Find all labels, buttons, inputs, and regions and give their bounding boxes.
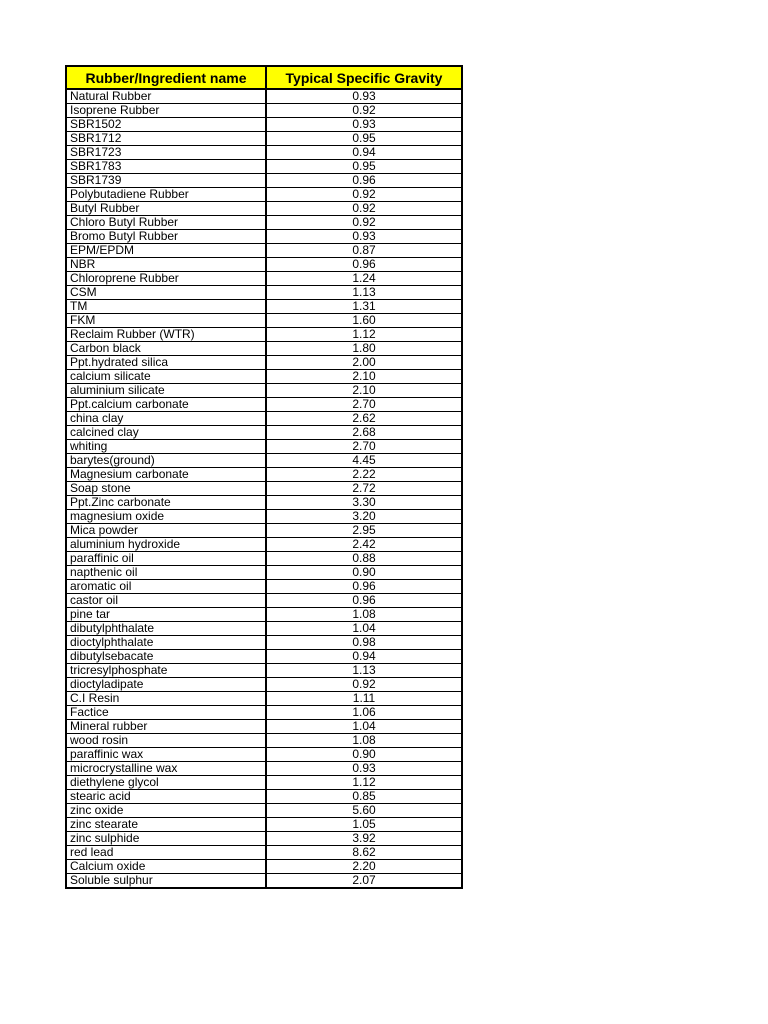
table-row (66, 286, 462, 300)
specific-gravity-cell: 4.45 (266, 454, 462, 468)
table-row (66, 118, 462, 132)
ingredient-name-cell: tricresylphosphate (66, 664, 266, 678)
specific-gravity-cell: 2.10 (266, 370, 462, 384)
specific-gravity-cell: 2.10 (266, 384, 462, 398)
table-row (66, 244, 462, 258)
ingredient-name-cell: Mica powder (66, 524, 266, 538)
table-row (66, 580, 462, 594)
table-row (66, 804, 462, 818)
specific-gravity-cell: 3.92 (266, 832, 462, 846)
table-row (66, 664, 462, 678)
table-row (66, 496, 462, 510)
ingredient-name-cell: dioctyladipate (66, 678, 266, 692)
ingredient-name-cell: Butyl Rubber (66, 202, 266, 216)
specific-gravity-cell: 1.08 (266, 608, 462, 622)
table-row (66, 566, 462, 580)
table-row (66, 356, 462, 370)
specific-gravity-cell: 2.62 (266, 412, 462, 426)
specific-gravity-cell: 2.20 (266, 860, 462, 874)
table-row (66, 300, 462, 314)
specific-gravity-cell: 8.62 (266, 846, 462, 860)
ingredient-name-cell: stearic acid (66, 790, 266, 804)
ingredient-name-cell: FKM (66, 314, 266, 328)
table-row (66, 762, 462, 776)
ingredient-name-cell: microcrystalline wax (66, 762, 266, 776)
header-specific-gravity: Typical Specific Gravity (266, 66, 462, 89)
ingredient-name-cell: TM (66, 300, 266, 314)
table-row (66, 188, 462, 202)
specific-gravity-cell: 2.72 (266, 482, 462, 496)
specific-gravity-cell: 0.94 (266, 650, 462, 664)
header-ingredient-name: Rubber/Ingredient name (66, 66, 266, 89)
ingredient-name-cell: Mineral rubber (66, 720, 266, 734)
ingredient-name-cell: barytes(ground) (66, 454, 266, 468)
specific-gravity-cell: 3.30 (266, 496, 462, 510)
table-row (66, 622, 462, 636)
ingredient-name-cell: Calcium oxide (66, 860, 266, 874)
table-row (66, 846, 462, 860)
table-row (66, 258, 462, 272)
specific-gravity-cell: 1.04 (266, 720, 462, 734)
specific-gravity-cell: 2.70 (266, 440, 462, 454)
table-row (66, 818, 462, 832)
table-row (66, 482, 462, 496)
ingredient-name-cell: wood rosin (66, 734, 266, 748)
specific-gravity-cell: 0.92 (266, 104, 462, 118)
table-row (66, 734, 462, 748)
specific-gravity-cell: 0.94 (266, 146, 462, 160)
specific-gravity-cell: 2.70 (266, 398, 462, 412)
ingredient-name-cell: Magnesium carbonate (66, 468, 266, 482)
specific-gravity-cell: 1.06 (266, 706, 462, 720)
specific-gravity-cell: 0.95 (266, 132, 462, 146)
table-row (66, 874, 462, 889)
ingredient-name-cell: whiting (66, 440, 266, 454)
specific-gravity-cell: 0.88 (266, 552, 462, 566)
specific-gravity-table (65, 65, 463, 889)
table-row (66, 440, 462, 454)
ingredient-name-cell: NBR (66, 258, 266, 272)
ingredient-name-cell: Reclaim Rubber (WTR) (66, 328, 266, 342)
ingredient-name-cell: Soluble sulphur (66, 874, 266, 889)
table-row (66, 370, 462, 384)
table-row (66, 860, 462, 874)
table-row (66, 594, 462, 608)
ingredient-name-cell: zinc stearate (66, 818, 266, 832)
specific-gravity-cell: 1.80 (266, 342, 462, 356)
table-row (66, 720, 462, 734)
table-row (66, 454, 462, 468)
table-row (66, 706, 462, 720)
table-row (66, 146, 462, 160)
table-row (66, 174, 462, 188)
header-row (66, 66, 462, 89)
table-row (66, 650, 462, 664)
specific-gravity-cell: 0.98 (266, 636, 462, 650)
table-row (66, 748, 462, 762)
table-row (66, 790, 462, 804)
ingredient-name-cell: zinc oxide (66, 804, 266, 818)
ingredient-name-cell: Chloroprene Rubber (66, 272, 266, 286)
table-row (66, 216, 462, 230)
table-row (66, 608, 462, 622)
table-row (66, 230, 462, 244)
specific-gravity-cell: 1.04 (266, 622, 462, 636)
table-row (66, 552, 462, 566)
table-row (66, 510, 462, 524)
table-row (66, 524, 462, 538)
ingredient-name-cell: Isoprene Rubber (66, 104, 266, 118)
specific-gravity-cell: 1.31 (266, 300, 462, 314)
specific-gravity-cell: 0.92 (266, 188, 462, 202)
ingredient-name-cell: SBR1783 (66, 160, 266, 174)
ingredient-name-cell: china clay (66, 412, 266, 426)
ingredient-name-cell: aluminium silicate (66, 384, 266, 398)
specific-gravity-cell: 0.90 (266, 748, 462, 762)
specific-gravity-cell: 2.00 (266, 356, 462, 370)
table-row (66, 342, 462, 356)
specific-gravity-cell: 2.68 (266, 426, 462, 440)
specific-gravity-cell: 0.96 (266, 174, 462, 188)
ingredient-name-cell: dibutylsebacate (66, 650, 266, 664)
ingredient-name-cell: Natural Rubber (66, 89, 266, 104)
specific-gravity-cell: 2.95 (266, 524, 462, 538)
specific-gravity-cell: 2.22 (266, 468, 462, 482)
specific-gravity-cell: 0.93 (266, 89, 462, 104)
specific-gravity-cell: 0.95 (266, 160, 462, 174)
table-row (66, 832, 462, 846)
table-row (66, 468, 462, 482)
ingredient-name-cell: EPM/EPDM (66, 244, 266, 258)
specific-gravity-cell: 0.90 (266, 566, 462, 580)
table-row (66, 412, 462, 426)
ingredient-name-cell: SBR1502 (66, 118, 266, 132)
specific-gravity-cell: 5.60 (266, 804, 462, 818)
specific-gravity-cell: 0.85 (266, 790, 462, 804)
specific-gravity-cell: 0.96 (266, 580, 462, 594)
ingredient-name-cell: Ppt.calcium carbonate (66, 398, 266, 412)
specific-gravity-cell: 3.20 (266, 510, 462, 524)
ingredient-name-cell: SBR1723 (66, 146, 266, 160)
table-row (66, 692, 462, 706)
ingredient-name-cell: SBR1739 (66, 174, 266, 188)
specific-gravity-cell: 1.24 (266, 272, 462, 286)
table-row (66, 132, 462, 146)
specific-gravity-cell: 1.08 (266, 734, 462, 748)
table-row (66, 636, 462, 650)
ingredient-name-cell: Soap stone (66, 482, 266, 496)
ingredient-name-cell: castor oil (66, 594, 266, 608)
ingredient-name-cell: paraffinic wax (66, 748, 266, 762)
table-row (66, 160, 462, 174)
specific-gravity-cell: 0.93 (266, 118, 462, 132)
specific-gravity-cell: 0.96 (266, 258, 462, 272)
ingredient-name-cell: aromatic oil (66, 580, 266, 594)
table-row (66, 202, 462, 216)
ingredient-name-cell: Chloro Butyl Rubber (66, 216, 266, 230)
ingredient-name-cell: Polybutadiene Rubber (66, 188, 266, 202)
specific-gravity-cell: 2.42 (266, 538, 462, 552)
ingredient-name-cell: pine tar (66, 608, 266, 622)
specific-gravity-cell: 1.11 (266, 692, 462, 706)
specific-gravity-cell: 0.96 (266, 594, 462, 608)
table-row (66, 426, 462, 440)
ingredient-name-cell: Carbon black (66, 342, 266, 356)
ingredient-name-cell: red lead (66, 846, 266, 860)
table-row (66, 398, 462, 412)
ingredient-name-cell: Ppt.Zinc carbonate (66, 496, 266, 510)
specific-gravity-cell: 0.93 (266, 230, 462, 244)
table-row (66, 384, 462, 398)
ingredient-name-cell: SBR1712 (66, 132, 266, 146)
table-row (66, 104, 462, 118)
specific-gravity-cell: 0.93 (266, 762, 462, 776)
specific-gravity-cell: 1.12 (266, 776, 462, 790)
specific-gravity-cell: 0.92 (266, 678, 462, 692)
specific-gravity-cell: 1.13 (266, 286, 462, 300)
ingredient-name-cell: Ppt.hydrated silica (66, 356, 266, 370)
specific-gravity-cell: 1.13 (266, 664, 462, 678)
specific-gravity-cell: 1.05 (266, 818, 462, 832)
ingredient-name-cell: dibutylphthalate (66, 622, 266, 636)
ingredient-name-cell: napthenic oil (66, 566, 266, 580)
specific-gravity-cell: 0.92 (266, 202, 462, 216)
ingredient-name-cell: paraffinic oil (66, 552, 266, 566)
table-row (66, 678, 462, 692)
table-row (66, 538, 462, 552)
table-row (66, 328, 462, 342)
ingredient-name-cell: dioctylphthalate (66, 636, 266, 650)
ingredient-name-cell: magnesium oxide (66, 510, 266, 524)
ingredient-name-cell: calcium silicate (66, 370, 266, 384)
ingredient-name-cell: C.I Resin (66, 692, 266, 706)
ingredient-name-cell: diethylene glycol (66, 776, 266, 790)
ingredient-name-cell: calcined clay (66, 426, 266, 440)
ingredient-name-cell: Bromo Butyl Rubber (66, 230, 266, 244)
table-row (66, 272, 462, 286)
specific-gravity-cell: 1.60 (266, 314, 462, 328)
specific-gravity-cell: 1.12 (266, 328, 462, 342)
table-row (66, 776, 462, 790)
table-row (66, 314, 462, 328)
specific-gravity-cell: 2.07 (266, 874, 462, 889)
table-row (66, 89, 462, 104)
specific-gravity-cell: 0.87 (266, 244, 462, 258)
ingredient-name-cell: aluminium hydroxide (66, 538, 266, 552)
ingredient-name-cell: Factice (66, 706, 266, 720)
ingredient-name-cell: zinc sulphide (66, 832, 266, 846)
specific-gravity-cell: 0.92 (266, 216, 462, 230)
ingredient-name-cell: CSM (66, 286, 266, 300)
